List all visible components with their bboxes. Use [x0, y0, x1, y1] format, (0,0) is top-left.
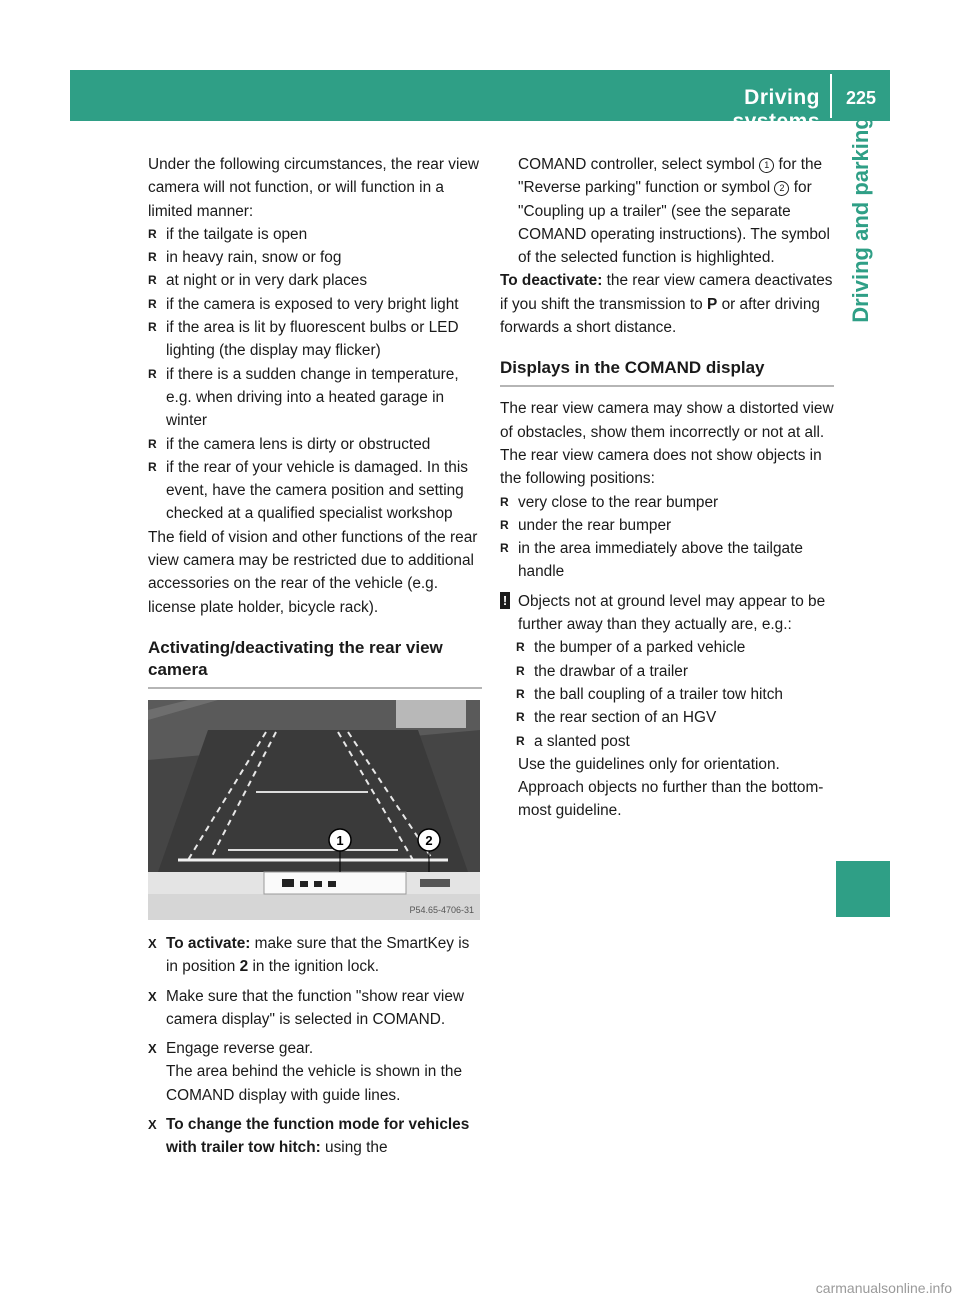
step-change-mode: X To change the function mode for vehicles with trailer tow hitch: using the — [148, 1113, 482, 1160]
condition-item: R if the camera is exposed to very bright light — [148, 293, 482, 316]
warning-icon: ! — [500, 592, 510, 609]
left-column — [148, 153, 482, 689]
closing-text: Use the guidelines only for orientation. Approach objects no further than the bottom-most guideline. — [518, 755, 824, 820]
condition-item: R in heavy rain, snow or fog — [148, 246, 482, 269]
callout-2-label: 2 — [425, 833, 433, 848]
symbol-1-icon: 1 — [759, 158, 774, 173]
camera-display-figure — [148, 700, 480, 920]
example-item: R the ball coupling of a trailer tow hitch — [500, 683, 834, 706]
example-item: R the rear section of an HGV — [500, 706, 834, 729]
condition-item: R at night or in very dark places — [148, 269, 482, 292]
section-title: Driving systems — [732, 86, 820, 133]
position-item: R under the rear bumper — [500, 514, 834, 537]
condition-item: R if the camera lens is dirty or obstructed — [148, 433, 482, 456]
section-heading: Activating/deactivating the rear view camera — [148, 637, 443, 679]
intro-text: Under the following circumstances, the rear view camera will not function, or will function in a limited manner: — [148, 156, 480, 220]
example-item: R the drawbar of a trailer — [500, 660, 834, 683]
example-item: R a slanted post — [500, 730, 834, 753]
deactivate-text: To deactivate: the rear view camera deactivates if you shift the transmission to P or after driving forwards a short distance. — [500, 272, 833, 337]
field-of-vision-text: The field of vision and other functions of the rear view camera may be restricted due to additional accessories on the rear of the vehicle (e.g. license plate holder, bicycle rack). — [148, 528, 478, 616]
position-item: R very close to the rear bumper — [500, 491, 834, 514]
header-divider — [830, 74, 832, 118]
symbol-2-icon: 2 — [774, 181, 789, 196]
warning-note: ! Objects not at ground level may appear to be further away than they actually are, e.g.: — [500, 590, 834, 637]
example-item: R the bumper of a parked vehicle — [500, 636, 834, 659]
condition-item: R if the area is lit by fluorescent bulbs or LED lighting (the display may flicker) — [148, 316, 482, 363]
figure-code: P54.65-4706-31 — [409, 905, 474, 915]
right-column — [500, 153, 834, 823]
step-select-function: X Make sure that the function "show rear view camera display" is selected in COMAND. — [148, 985, 482, 1032]
condition-item: R if the tailgate is open — [148, 223, 482, 246]
condition-item: R if there is a sudden change in temperature, e.g. when driving into a heated garage in winter — [148, 363, 482, 433]
section-heading: Displays in the COMAND display — [500, 358, 765, 378]
heading-rule — [148, 687, 482, 689]
footer-site-link[interactable]: carmanualsonline.info — [815, 1280, 952, 1296]
continued-text: COMAND controller, select symbol 1 for the "Reverse parking" function or symbol 2 for "Coupling up a trailer" (see the separate COMAND operating instructions). The symbol of the selected function is highlighted. — [518, 156, 830, 267]
left-steps — [148, 932, 482, 1160]
position-item: R in the area immediately above the tailgate handle — [500, 537, 834, 584]
heading-rule — [500, 385, 834, 387]
step-activate: X To activate: make sure that the SmartKey is in position 2 in the ignition lock. — [148, 932, 482, 979]
callout-1-label: 1 — [336, 833, 344, 848]
step-reverse-gear: X Engage reverse gear. The area behind the vehicle is shown in the COMAND display with guide lines. — [148, 1037, 482, 1107]
condition-item: R if the rear of your vehicle is damaged. In this event, have the camera position and setting checked at a qualified specialist workshop — [148, 456, 482, 526]
side-tab-marker — [836, 861, 890, 917]
page-number: 225 — [845, 88, 877, 108]
display-text: The rear view camera may show a distorted view of obstacles, show them incorrectly or not at all. The rear view camera does not show objects in the following positions: — [500, 400, 834, 488]
